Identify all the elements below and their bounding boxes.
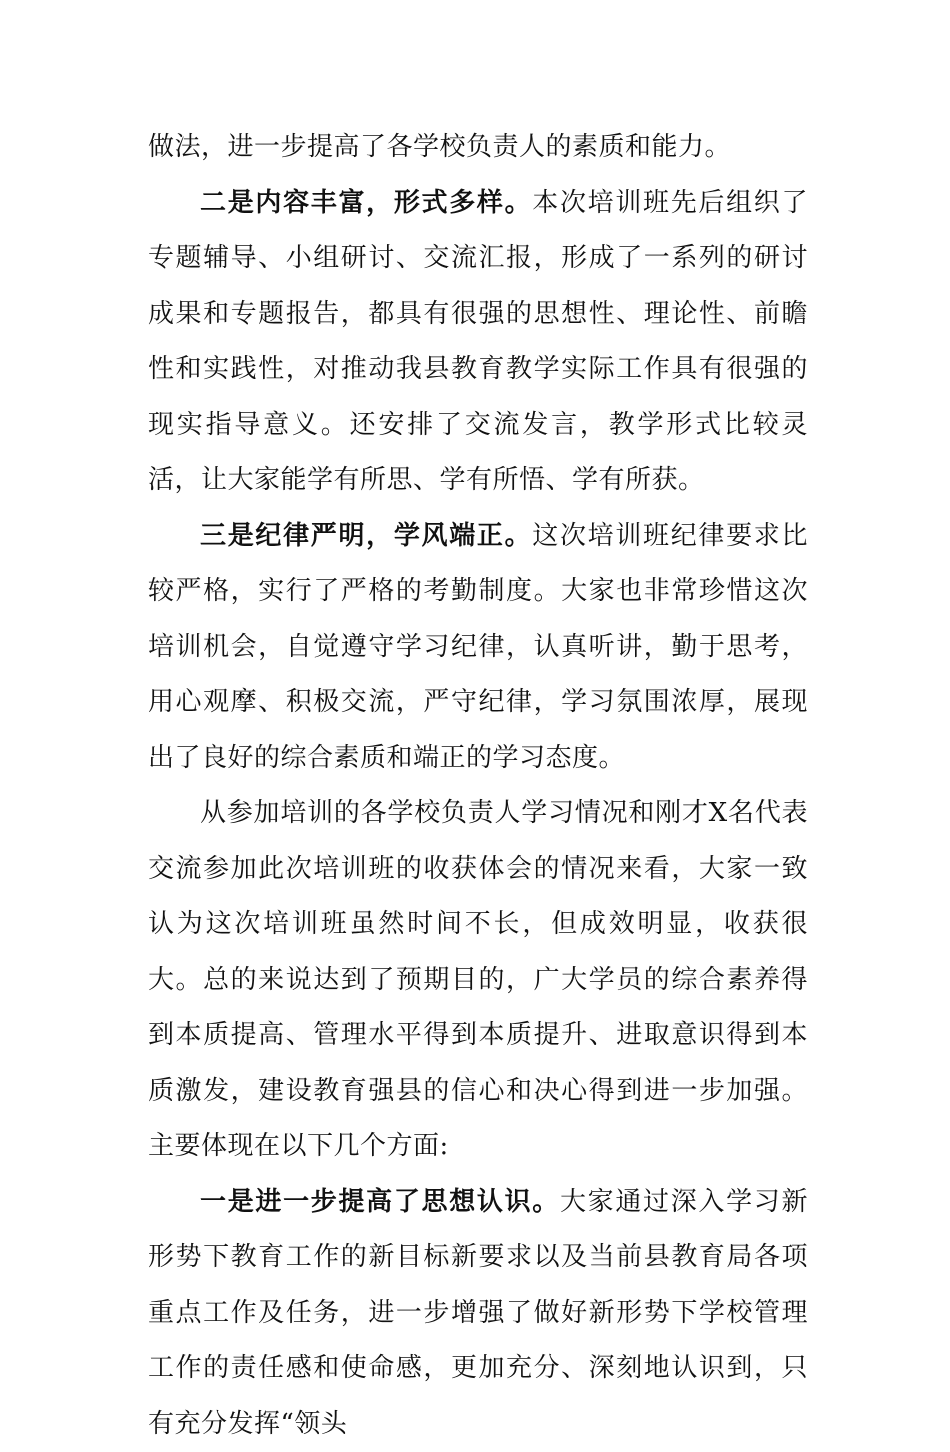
paragraph-5-lead: 一是进一步提高了思想认识。 xyxy=(200,1187,560,1217)
paragraph-2 xyxy=(148,176,808,509)
paragraph-1-text: 做法，进一步提高了各学校负责人的素质和能力。 xyxy=(148,132,731,162)
paragraph-2-text: 本次培训班先后组织了专题辅导、小组研讨、交流汇报，形成了一系列的研讨成果和专题报告，都具有很强的思想性、理论性、前瞻性和实践性，对推动我县教育教学实际工作具有很强的现实指导意义。还安排了交流发言，教学形式比较灵活，让大家能学有所思、学有所悟、学有所获。 xyxy=(148,188,808,496)
paragraph-3-lead: 三是纪律严明，学风端正。 xyxy=(200,521,532,551)
paragraph-5-text: 大家通过深入学习新形势下教育工作的新目标新要求以及当前县教育局各项重点工作及任务，进一步增强了做好新形势下学校管理工作的责任感和使命感，更加充分、深刻地认识到，只有充分发挥“领头 xyxy=(148,1187,808,1439)
paragraph-4-text: 从参加培训的各学校负责人学习情况和刚才X名代表交流参加此次培训班的收获体会的情况来看，大家一致认为这次培训班虽然时间不长，但成效明显，收获很大。总的来说达到了预期目的，广大学员的综合素养得到本质提高、管理水平得到本质提升、进取意识得到本质激发，建设教育强县的信心和决心得到进一步加强。主要体现在以下几个方面: xyxy=(148,798,808,1161)
paragraph-3 xyxy=(148,509,808,787)
paragraph-1 xyxy=(148,120,808,176)
paragraph-2-lead: 二是内容丰富，形式多样。 xyxy=(200,188,532,218)
document-page xyxy=(148,120,808,1452)
paragraph-5 xyxy=(148,1175,808,1452)
paragraph-4 xyxy=(148,786,808,1175)
paragraph-3-text: 这次培训班纪律要求比较严格，实行了严格的考勤制度。大家也非常珍惜这次培训机会，自觉遵守学习纪律，认真听讲，勤于思考，用心观摩、积极交流，严守纪律，学习氛围浓厚，展现出了良好的综合素质和端正的学习态度。 xyxy=(148,521,808,773)
